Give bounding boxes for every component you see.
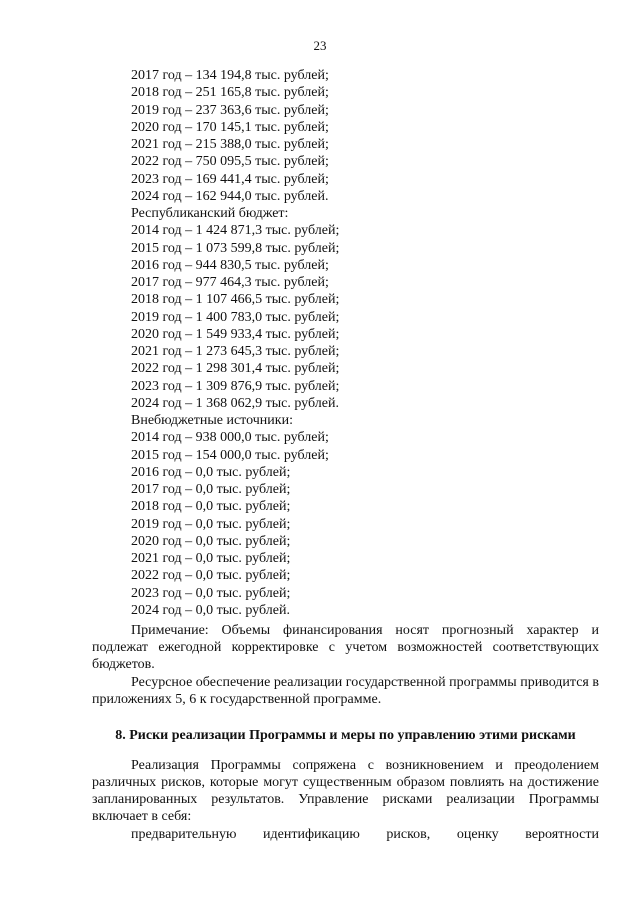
funding-line: Внебюджетные источники: (131, 413, 293, 428)
funding-line: 2017 год – 134 194,8 тыс. рублей; (131, 68, 329, 83)
funding-line: 2024 год – 162 944,0 тыс. рублей. (131, 188, 329, 204)
section-heading: 8. Риски реализации Программы и меры по управлению этими рисками (115, 728, 576, 743)
resources-text: Ресурсное обеспечение реализации государственной программы приводится в приложениях 5, 6 к государственной программе. (92, 675, 599, 707)
funding-line: 2024 год – 1 368 062,9 тыс. рублей. (131, 395, 339, 411)
page-number: 23 (313, 38, 327, 53)
note-paragraph (92, 622, 599, 673)
funding-line: 2018 год – 251 165,8 тыс. рублей; (131, 85, 329, 101)
funding-line: 2022 год – 750 095,5 тыс. рублей; (131, 154, 329, 170)
resources-paragraph (92, 674, 599, 708)
funding-line: 2023 год – 169 441,4 тыс. рублей; (131, 171, 329, 187)
risks-continuation: предварительную идентификацию рисков, оценку вероятности (131, 827, 599, 842)
funding-line: 2014 год – 1 424 871,3 тыс. рублей; (131, 223, 340, 239)
funding-line: 2014 год – 938 000,0 тыс. рублей; (131, 430, 329, 446)
funding-line: 2020 год – 0,0 тыс. рублей; (131, 533, 291, 549)
funding-line: 2016 год – 0,0 тыс. рублей; (131, 464, 291, 480)
funding-line: 2018 год – 0,0 тыс. рублей; (131, 499, 291, 515)
risks-text: Реализация Программы сопряжена с возникновением и преодолением различных рисков, которые могут существенным образом повлиять на достижение запланированных результатов. Управление рисками реализации Программы включает в себя: (92, 758, 599, 824)
funding-line: 2019 год – 237 363,6 тыс. рублей; (131, 102, 329, 118)
funding-line: 2020 год – 170 145,1 тыс. рублей; (131, 119, 329, 135)
funding-line: 2022 год – 1 298 301,4 тыс. рублей; (131, 361, 340, 377)
note-text: Примечание: Объемы финансирования носят прогнозный характер и подлежат ежегодной корректировке с учетом возможностей соответствующих бюджетов. (92, 623, 599, 672)
funding-line: 2022 год – 0,0 тыс. рублей; (131, 568, 291, 584)
funding-line: 2017 год – 0,0 тыс. рублей; (131, 482, 291, 497)
funding-line: 2021 год – 0,0 тыс. рублей; (131, 551, 291, 566)
risks-paragraph (92, 757, 599, 825)
funding-line: 2015 год – 1 073 599,8 тыс. рублей; (131, 240, 340, 256)
funding-line: 2018 год – 1 107 466,5 тыс. рублей; (131, 292, 340, 308)
funding-line: 2020 год – 1 549 933,4 тыс. рублей; (131, 326, 340, 342)
funding-line: 2021 год – 1 273 645,3 тыс. рублей; (131, 344, 340, 359)
funding-line: 2019 год – 1 400 783,0 тыс. рублей; (131, 309, 340, 325)
funding-line: 2024 год – 0,0 тыс. рублей. (131, 602, 290, 618)
funding-line: 2016 год – 944 830,5 тыс. рублей; (131, 257, 329, 273)
funding-line: 2015 год – 154 000,0 тыс. рублей; (131, 447, 329, 463)
funding-line: 2023 год – 1 309 876,9 тыс. рублей; (131, 378, 340, 394)
funding-line: Республиканский бюджет: (131, 206, 289, 221)
funding-line: 2021 год – 215 388,0 тыс. рублей; (131, 137, 329, 152)
funding-line: 2019 год – 0,0 тыс. рублей; (131, 516, 291, 532)
funding-line: 2017 год – 977 464,3 тыс. рублей; (131, 275, 329, 290)
funding-line: 2023 год – 0,0 тыс. рублей; (131, 585, 291, 601)
